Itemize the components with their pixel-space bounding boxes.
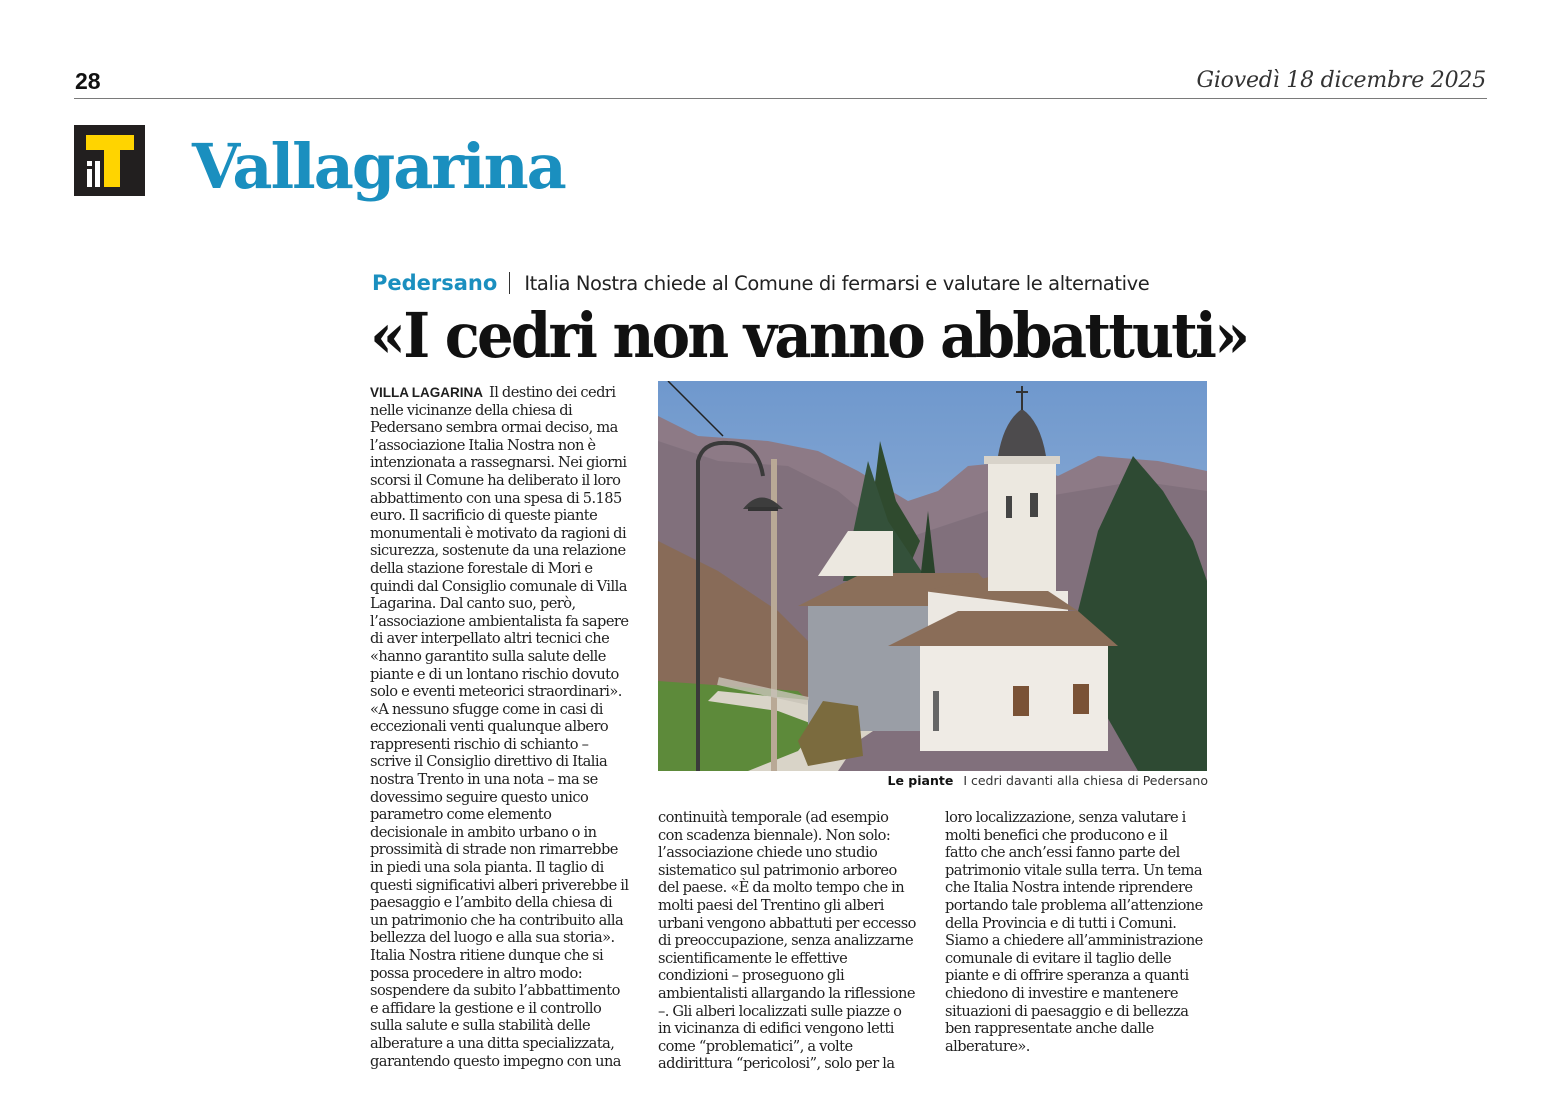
dateline: VILLA LAGARINA bbox=[370, 385, 483, 400]
body-text-line: con scadenza biennale). Non solo: bbox=[658, 826, 891, 844]
header-divider bbox=[74, 98, 1487, 99]
body-text-line: sistematico sul patrimonio arboreo bbox=[658, 861, 897, 879]
body-text-line: solo e eventi meteorici straordinari». bbox=[370, 683, 622, 701]
article-column-2 bbox=[658, 809, 933, 1073]
body-text-line: garantendo questo impegno con una bbox=[370, 1052, 621, 1070]
body-text-line: nelle vicinanze della chiesa di bbox=[370, 401, 573, 419]
newspaper-logo bbox=[74, 125, 145, 196]
body-text-line: monumentali è motivato da ragioni di bbox=[370, 524, 627, 542]
body-text-line: sulla salute e sulla stabilità delle bbox=[370, 1017, 591, 1035]
body-text-line: condizioni – proseguono gli bbox=[658, 967, 845, 985]
body-text-line: un patrimonio che ha contribuito alla bbox=[370, 911, 624, 929]
body-text-line: portando tale problema all’attenzione bbox=[945, 896, 1203, 914]
body-text-line: Italia Nostra ritiene dunque che si bbox=[370, 947, 604, 964]
body-text-line: ben rappresentate anche dalle bbox=[945, 1020, 1154, 1038]
body-text-line: della Provincia e di tutti i Comuni. bbox=[945, 914, 1177, 932]
article-photo bbox=[658, 381, 1207, 771]
body-text-line: urbani vengono abbattuti per eccesso bbox=[658, 914, 916, 932]
body-text-line: quindi dal Consiglio comunale di Villa bbox=[370, 577, 627, 595]
body-text-line: sospendere da subito l’abbattimento bbox=[370, 982, 620, 1000]
body-text-line: chiedono di investire e mantenere bbox=[945, 984, 1178, 1002]
photo-caption bbox=[888, 773, 1209, 788]
body-text-line: –. Gli alberi localizzati sulle piazze o bbox=[658, 1002, 902, 1020]
body-text-line: ambientalisti allargando la riflessione bbox=[658, 984, 915, 1002]
body-text-line: piante e di un lontano rischio dovuto bbox=[370, 665, 619, 683]
body-text-line: di preoccupazione, senza analizzarne bbox=[658, 932, 914, 950]
page-date: Giovedì 18 dicembre 2025 bbox=[1196, 68, 1486, 93]
body-text-line: addirittura “pericolosi”, solo per la bbox=[658, 1055, 895, 1073]
body-text-line: fatto che anch’essi fanno parte del bbox=[945, 844, 1180, 862]
body-text-line: rappresenti rischio di schianto – bbox=[370, 735, 589, 753]
kicker-separator bbox=[509, 272, 510, 294]
caption-text: I cedri davanti alla chiesa di Pedersano bbox=[963, 773, 1208, 788]
body-text-line: scientificamente le effettive bbox=[658, 949, 848, 967]
body-text-line: scorsi il Comune ha deliberato il loro bbox=[370, 471, 621, 489]
body-text-line: possa procedere in altro modo: bbox=[370, 964, 583, 982]
body-text: Il destino dei cedri bbox=[489, 384, 616, 401]
body-text-line: euro. Il sacrificio di queste piante bbox=[370, 507, 598, 525]
body-text-line: alberature a una ditta specializzata, bbox=[370, 1034, 615, 1052]
body-text-line: «hanno garantito sulla salute delle bbox=[370, 647, 606, 665]
body-text-line: questi significativi alberi priverebbe il bbox=[370, 876, 629, 894]
article-headline: «I cedri non vanno abbattuti» bbox=[370, 299, 1248, 372]
body-text-line: l’associazione Italia Nostra non è bbox=[370, 436, 596, 454]
logo-i-dot bbox=[87, 161, 92, 166]
kicker-subtitle: Italia Nostra chiede al Comune di fermarsi e valutare le alternative bbox=[524, 271, 1150, 295]
body-text-line: di aver interpellato altri tecnici che bbox=[370, 630, 610, 648]
body-text-line: e affidare la gestione e il controllo bbox=[370, 999, 602, 1017]
body-text-line: della stazione forestale di Mori e bbox=[370, 559, 593, 577]
body-text-line: sicurezza, sostenute da una relazione bbox=[370, 542, 626, 560]
caption-label: Le piante bbox=[887, 773, 954, 788]
body-text-line: l’associazione ambientalista fa sapere bbox=[370, 612, 629, 630]
body-text-line: in vicinanza di edifici vengono letti bbox=[658, 1020, 894, 1038]
body-text-line: comunale di evitare il taglio delle bbox=[945, 949, 1172, 967]
body-text-line: bellezza del luogo e alla sua storia». bbox=[370, 929, 615, 947]
body-text-line: patrimonio vitale sulla terra. Un tema bbox=[945, 861, 1203, 879]
body-text-line: intenzionata a rassegnarsi. Nei giorni bbox=[370, 454, 627, 472]
body-text-line: eccezionali venti qualunque albero bbox=[370, 718, 609, 736]
logo-i bbox=[87, 169, 92, 187]
body-text-line: nostra Trento in una nota – ma se bbox=[370, 771, 598, 789]
body-text-line: molti paesi del Trentino gli alberi bbox=[658, 896, 884, 914]
body-text-line: «A nessuno sfugge come in casi di bbox=[370, 700, 603, 718]
body-text-line: Siamo a chiedere all’amministrazione bbox=[945, 932, 1203, 950]
body-text-line: in piedi una sola pianta. Il taglio di bbox=[370, 859, 604, 877]
body-text-line: l’associazione chiede uno studio bbox=[658, 844, 878, 862]
body-text-line: paesaggio e l’ambito della chiesa di bbox=[370, 894, 613, 912]
body-text-line: situazioni di paesaggio e di bellezza bbox=[945, 1002, 1189, 1020]
body-text-line: piante e di offrire speranza a quanti bbox=[945, 967, 1189, 985]
body-text-line: come “problematici”, a volte bbox=[658, 1037, 853, 1055]
body-text-line: abbattimento con una spesa di 5.185 bbox=[370, 489, 622, 507]
body-text-line: scrive il Consiglio direttivo di Italia bbox=[370, 753, 608, 771]
body-text-line: prossimità di strade non rimarrebbe bbox=[370, 841, 618, 859]
body-text-line: loro localizzazione, senza valutare i bbox=[945, 809, 1186, 826]
body-text-line: Lagarina. Dal canto suo, però, bbox=[370, 595, 576, 613]
logo-t-stem bbox=[104, 135, 120, 187]
body-text-line: che Italia Nostra intende riprendere bbox=[945, 879, 1193, 897]
body-text-line: Pedersano sembra ormai deciso, ma bbox=[370, 419, 618, 437]
body-text-line: parametro come elemento bbox=[370, 806, 552, 824]
article-kicker bbox=[372, 271, 1149, 295]
body-text-line: dovessimo seguire questo unico bbox=[370, 788, 589, 806]
body-text-line bbox=[370, 384, 640, 402]
logo-l bbox=[95, 161, 100, 187]
body-text-line: decisionale in ambito urbano o in bbox=[370, 823, 597, 841]
body-text-line: alberature». bbox=[945, 1037, 1030, 1055]
kicker-place: Pedersano bbox=[372, 271, 498, 295]
body-text-line: del paese. «È da molto tempo che in bbox=[658, 879, 905, 897]
body-text-line: continuità temporale (ad esempio bbox=[658, 809, 889, 826]
article-column-1 bbox=[370, 384, 640, 1070]
page-number: 28 bbox=[75, 68, 101, 94]
article-column-3 bbox=[945, 809, 1220, 1055]
body-text-line: molti benefici che producono e il bbox=[945, 826, 1168, 844]
church-photo-illustration bbox=[658, 381, 1207, 771]
section-title: Vallagarina bbox=[192, 130, 565, 203]
